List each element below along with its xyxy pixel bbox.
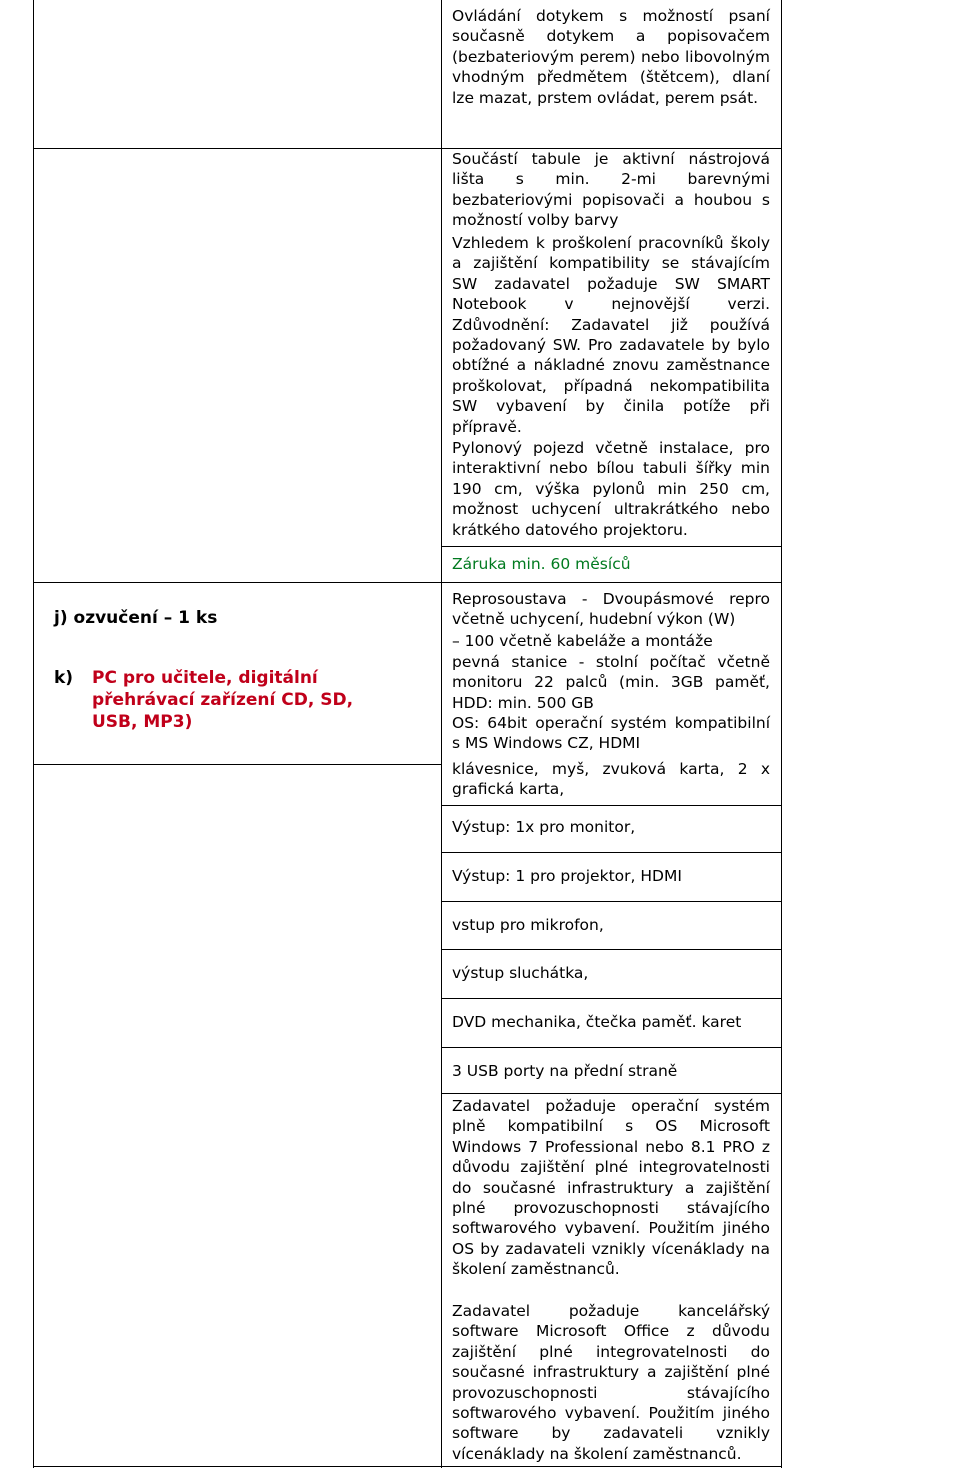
cell-mic-input: vstup pro mikrofon,	[452, 916, 604, 934]
row-divider	[441, 546, 782, 547]
sound-dash: –	[163, 608, 179, 628]
label-pc: k) PC pro učitele, digitální přehrávací zařízení CD, SD, USB, MP3)	[54, 668, 354, 732]
row-divider	[441, 1047, 782, 1048]
row-divider	[441, 852, 782, 853]
cell-software-requirement: Vzhledem k proškolení pracovníků školy a zajištění kompatibility se stávajícím SW zadavatel požaduje SW SMART Notebook v nejnovější verzi. Zdůvodnění: Zadavatel již používá požadovaný SW. Pro zadavatele by bylo obtížné a nákladné znovu zaměstnance proškolovat, případná nekompatibilita SW vybavení by činila potíže při přípravě.	[452, 234, 770, 436]
cell-pylon: Pylonový pojezd včetně instalace, pro interaktivní nebo bílou tabuli šířky min 190 cm, výška pylonů min 250 cm, možnost uchycení ultrakrátkého nebo krátkého datového projektoru.	[452, 439, 770, 539]
cell-touch-control: Ovládání dotykem s možností psaní současně dotykem a popisovačem (bezbateriovým perem) nebo libovolným vhodným předmětem (štětcem), dlaní lze mazat, prstem ovládat, perem psát.	[452, 7, 770, 107]
cell-peripherals: klávesnice, myš, zvuková karta, 2 x grafická karta,	[452, 760, 770, 799]
table-border-left	[33, 0, 34, 1468]
warranty-text: Záruka min. 60 měsíců	[452, 555, 631, 573]
cell-projector-output: Výstup: 1 pro projektor, HDMI	[452, 867, 682, 885]
table-border-right	[781, 0, 782, 1468]
cell-office-requirement: Zadavatel požaduje kancelářský software Microsoft Office z důvodu zajištění plné integrovatelnosti do současné infrastruktury a zajištění plné provozuschopnosti stávajícího softwarového vybavení. Použitím jiného software by zadavateli vznikly vícenáklady na školení zaměstnanců.	[452, 1302, 770, 1463]
table-column-divider	[441, 0, 442, 1468]
cell-usb: 3 USB porty na přední straně	[452, 1062, 678, 1080]
label-sound: j) ozvučení – 1 ks	[54, 608, 218, 628]
row-divider	[441, 805, 782, 806]
cell-speakers: Reprosoustava - Dvoupásmové repro včetně uchycení, hudební výkon (W)	[452, 590, 770, 629]
row-divider	[441, 901, 782, 902]
row-divider	[441, 1093, 782, 1094]
row-divider	[33, 582, 782, 583]
cell-speakers-power: – 100 včetně kabeláže a montáže	[452, 632, 713, 650]
row-divider	[441, 998, 782, 999]
cell-os-requirement: Zadavatel požaduje operační systém plně kompatibilní s OS Microsoft Windows 7 Professional nebo 8.1 PRO z důvodu zajištění plné integrovatelnosti do současné infrastruktury a zajištění plné provozuschopnosti stávajícího softwarového vybavení. Použitím jiného OS by zadavateli vznikly vícenáklady na školení zaměstnanců.	[452, 1097, 770, 1279]
cell-pc: pevná stanice - stolní počítač včetně monitoru 22 palců (min. 3GB paměť, HDD: min. 500 GB	[452, 653, 770, 712]
cell-os: OS: 64bit operační systém kompatibilní s MS Windows CZ, HDMI	[452, 714, 770, 753]
table-border-bottom	[33, 1466, 782, 1467]
cell-monitor-output: Výstup: 1x pro monitor,	[452, 818, 636, 836]
row-divider	[441, 949, 782, 950]
cell-dvd: DVD mechanika, čtečka paměť. karet	[452, 1013, 742, 1031]
row-divider	[33, 764, 442, 765]
cell-warranty	[452, 554, 770, 574]
cell-headphones: výstup sluchátka,	[452, 964, 589, 982]
cell-toolbar: Součástí tabule je aktivní nástrojová lišta s min. 2-mi barevnými bezbateriovými popisovači a houbou s možností volby barvy	[452, 150, 770, 230]
